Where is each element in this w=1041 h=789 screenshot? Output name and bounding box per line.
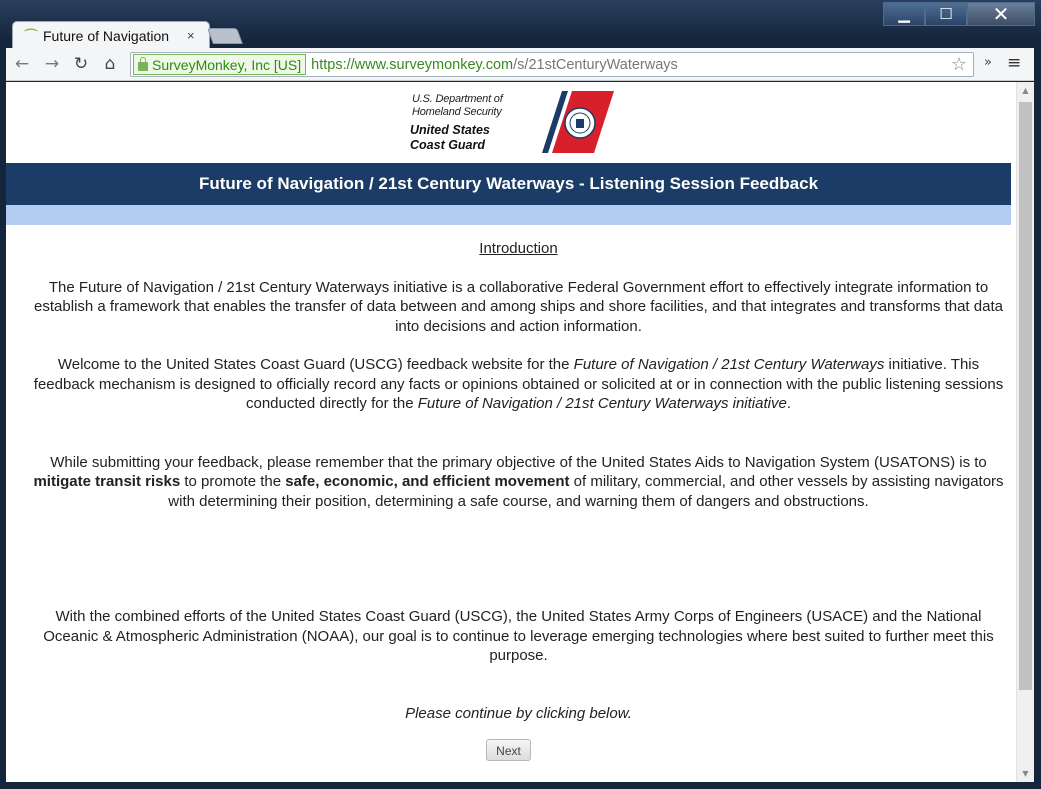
secure-label: SurveyMonkey, Inc [US] <box>152 56 302 73</box>
next-button[interactable]: Next <box>486 739 531 761</box>
paragraph-1: The Future of Navigation / 21st Century Waterways initiative is a collaborative Federal Government effort to effectively integrate information to establish a framework that enables the transfer of data between and among ships and shore facilities, and that integrates and transforms that data into decisions and action information. <box>34 278 1003 335</box>
browser-toolbar <box>6 48 1034 81</box>
bookmark-star-icon[interactable]: ☆ <box>950 54 967 75</box>
surveymonkey-icon: ⌒ <box>24 27 38 43</box>
continue-text: Please continue by clicking below. <box>405 704 632 722</box>
reload-icon[interactable]: ↻ <box>73 54 89 74</box>
paragraph-2 <box>26 355 1011 414</box>
para2-italic-d: Future of Navigation / 21st Century Waterways initiative <box>417 395 787 412</box>
close-icon: ✕ <box>992 2 1010 26</box>
logo-dept-line2: Homeland Security <box>412 106 502 118</box>
scrollbar[interactable] <box>1016 82 1034 782</box>
para3-text-a: While submitting your feedback, please remember that the primary objective of the United States Aids to Navigation System (USATONS) is to <box>50 453 987 471</box>
logo-uscg-line1: United States <box>410 123 490 137</box>
logo-dept-line1: U.S. Department of <box>412 93 503 105</box>
para3-text-c: to promote the <box>180 473 286 490</box>
lock-icon <box>138 62 148 71</box>
logo-uscg-text <box>410 123 490 153</box>
minimize-button[interactable] <box>883 2 925 26</box>
close-window-button[interactable] <box>967 2 1035 26</box>
page-banner: Future of Navigation / 21st Century Waterways - Listening Session Feedback <box>6 163 1011 205</box>
maximize-icon: ☐ <box>939 5 953 23</box>
url-text[interactable] <box>311 57 678 73</box>
scroll-down-icon[interactable]: ▼ <box>1022 769 1029 778</box>
secure-badge[interactable] <box>133 54 306 75</box>
url-path: /s/21stCenturyWaterways <box>513 56 678 73</box>
minimize-icon: ▁ <box>898 5 910 23</box>
window-controls <box>883 2 1035 26</box>
url-host: https://www.surveymonkey.com <box>311 56 514 73</box>
logo-dept-text <box>412 93 503 119</box>
menu-icon[interactable]: ≡ <box>1007 53 1022 73</box>
para3-text-e: of military, commercial, and other vessels by assisting navigators with determining their position, determining a safe course, and warning them of dangers and obstructions. <box>168 473 1004 510</box>
new-tab-button[interactable] <box>207 28 243 44</box>
intro-heading: Introduction <box>479 240 558 257</box>
paragraph-4: With the combined efforts of the United States Coast Guard (USCG), the United States Army Corps of Engineers (USACE) and the National Oceanic & Atmospheric Administration (NOAA), our goal is to continue to leverage emerging technologies where best suited to further meet this purpose. <box>43 608 994 664</box>
tab-title: Future of Navigation <box>43 27 170 44</box>
maximize-button[interactable] <box>925 2 967 26</box>
tab-active[interactable] <box>12 21 210 49</box>
page-viewport <box>6 82 1034 782</box>
tab-close-icon[interactable]: × <box>187 28 195 43</box>
paragraph-3 <box>26 453 1011 512</box>
coast-guard-stripe-icon <box>522 91 614 153</box>
para3-bold-b: mitigate transit risks <box>33 473 181 490</box>
scrollbar-thumb[interactable] <box>1019 102 1032 690</box>
forward-icon[interactable]: → <box>44 54 60 74</box>
home-icon[interactable]: ⌂ <box>104 54 116 74</box>
banner-subbar <box>6 205 1011 225</box>
back-icon[interactable]: ← <box>14 54 30 74</box>
para2-text-a: Welcome to the United States Coast Guard (USCG) feedback website for the <box>57 356 574 373</box>
dhs-uscg-logo <box>410 91 613 155</box>
para2-text-e: . <box>786 395 791 412</box>
para2-italic-b: Future of Navigation / 21st Century Waterways <box>573 356 885 373</box>
logo-uscg-line2: Coast Guard <box>410 138 486 152</box>
para3-bold-d: safe, economic, and efficient movement <box>285 473 570 490</box>
address-bar[interactable] <box>130 52 974 77</box>
para2-text-c: initiative. This feedback mechanism is designed to officially record any facts or opinions obtained or solicited at or in connection with the public listening sessions conducted directly for the <box>33 356 1004 412</box>
scroll-up-icon[interactable]: ▲ <box>1022 86 1029 95</box>
page-content <box>26 239 1011 723</box>
extensions-overflow-icon[interactable]: » <box>984 55 992 70</box>
